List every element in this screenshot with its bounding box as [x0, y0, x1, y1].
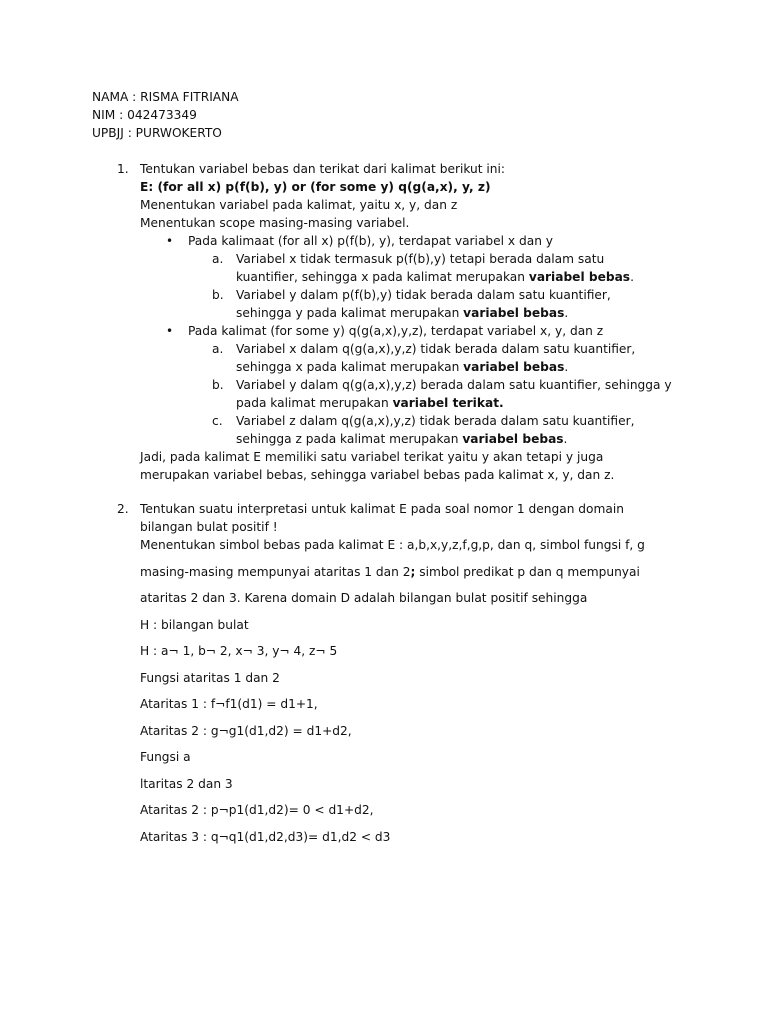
q1-b2a-marker: a. [212, 342, 224, 356]
q1-b2c-line1: Variabel z dalam q(g(a,x),y,z) tidak berada dalam satu kuantifier, [236, 414, 635, 428]
q1-b1b-line2: sehingga y pada kalimat merupakan variabel bebas. [236, 306, 569, 320]
q2-h1: H : bilangan bulat [140, 618, 249, 632]
q2-ataritas-3-q: Ataritas 3 : q¬q1(d1,d2,d3)= d1,d2 < d3 [140, 830, 391, 844]
q2-number: 2. [117, 502, 129, 516]
student-name: NAMA : RISMA FITRIANA [92, 90, 239, 104]
q1-b1a-line2: kuantifier, sehingga x pada kalimat merupakan variabel bebas. [236, 270, 634, 284]
q1-b1a-marker: a. [212, 252, 224, 266]
q1-b2b-marker: b. [212, 378, 224, 392]
q2-ataritas-2: Ataritas 2 : g¬g1(d1,d2) = d1+d2, [140, 724, 352, 738]
q1-b2c-marker: c. [212, 414, 223, 428]
student-upbjj: UPBJJ : PURWOKERTO [92, 126, 222, 140]
q2-ataritas-1: Ataritas 1 : f¬f1(d1) = d1+1, [140, 697, 318, 711]
q2-ltaritas: ltaritas 2 dan 3 [140, 777, 233, 791]
q1-bullet1: Pada kalimaat (for all x) p(f(b), y), terdapat variabel x dan y [188, 234, 554, 248]
q1-b2b-line1: Variabel y dalam q(g(a,x),y,z) berada dalam satu kuantifier, sehingga y [236, 378, 672, 392]
q2-h2: H : a¬ 1, b¬ 2, x¬ 3, y¬ 4, z¬ 5 [140, 644, 338, 658]
q2-question-line1: Tentukan suatu interpretasi untuk kalimat E pada soal nomor 1 dengan domain [140, 502, 624, 516]
q2-fungsi-a: Fungsi a [140, 750, 191, 764]
q1-b2b-line2: pada kalimat merupakan variabel terikat. [236, 396, 504, 410]
q1-b1b-marker: b. [212, 288, 224, 302]
q1-b2a-line1: Variabel x dalam q(g(a,x),y,z) tidak berada dalam satu kuantifier, [236, 342, 636, 356]
q1-conclusion-line1: Jadi, pada kalimat E memiliki satu variabel terikat yaitu y akan tetapi y juga [140, 450, 604, 464]
q1-b2c-line2: sehingga z pada kalimat merupakan variabel bebas. [236, 432, 568, 446]
q2-fungsi-heading: Fungsi ataritas 1 dan 2 [140, 671, 280, 685]
q1-question: Tentukan variabel bebas dan terikat dari kalimat berikut ini: [140, 162, 505, 176]
q1-line3: Menentukan variabel pada kalimat, yaitu x, y, dan z [140, 198, 458, 212]
q2-para3: ataritas 2 dan 3. Karena domain D adalah bilangan bulat positif sehingga [140, 591, 588, 605]
q1-b2a-line2: sehingga x pada kalimat merupakan variabel bebas. [236, 360, 569, 374]
q1-number: 1. [117, 162, 129, 176]
q2-para2: masing-masing mempunyai ataritas 1 dan 2; simbol predikat p dan q mempunyai [140, 565, 640, 579]
bullet-dot: • [166, 324, 174, 338]
q1-conclusion-line2: merupakan variabel bebas, sehingga variabel bebas pada kalimat x, y, dan z. [140, 468, 615, 482]
q1-bullet2: Pada kalimat (for some y) q(g(a,x),y,z), terdapat variabel x, y, dan z [188, 324, 604, 338]
bullet-dot: • [166, 234, 174, 248]
q2-question-line2: bilangan bulat positif ! [140, 520, 278, 534]
q2-ataritas-2-p: Ataritas 2 : p¬p1(d1,d2)= 0 < d1+d2, [140, 803, 374, 817]
q1-line4: Menentukan scope masing-masing variabel. [140, 216, 410, 230]
student-nim: NIM : 042473349 [92, 108, 197, 122]
q2-para1: Menentukan simbol bebas pada kalimat E : a,b,x,y,z,f,g,p, dan q, simbol fungsi f, g [140, 538, 645, 552]
q1-formula: E: (for all x) p(f(b), y) or (for some y) q(g(a,x), y, z) [140, 180, 491, 194]
q1-b1b-line1: Variabel y dalam p(f(b),y) tidak berada dalam satu kuantifier, [236, 288, 611, 302]
q1-b1a-line1: Variabel x tidak termasuk p(f(b),y) tetapi berada dalam satu [236, 252, 605, 266]
